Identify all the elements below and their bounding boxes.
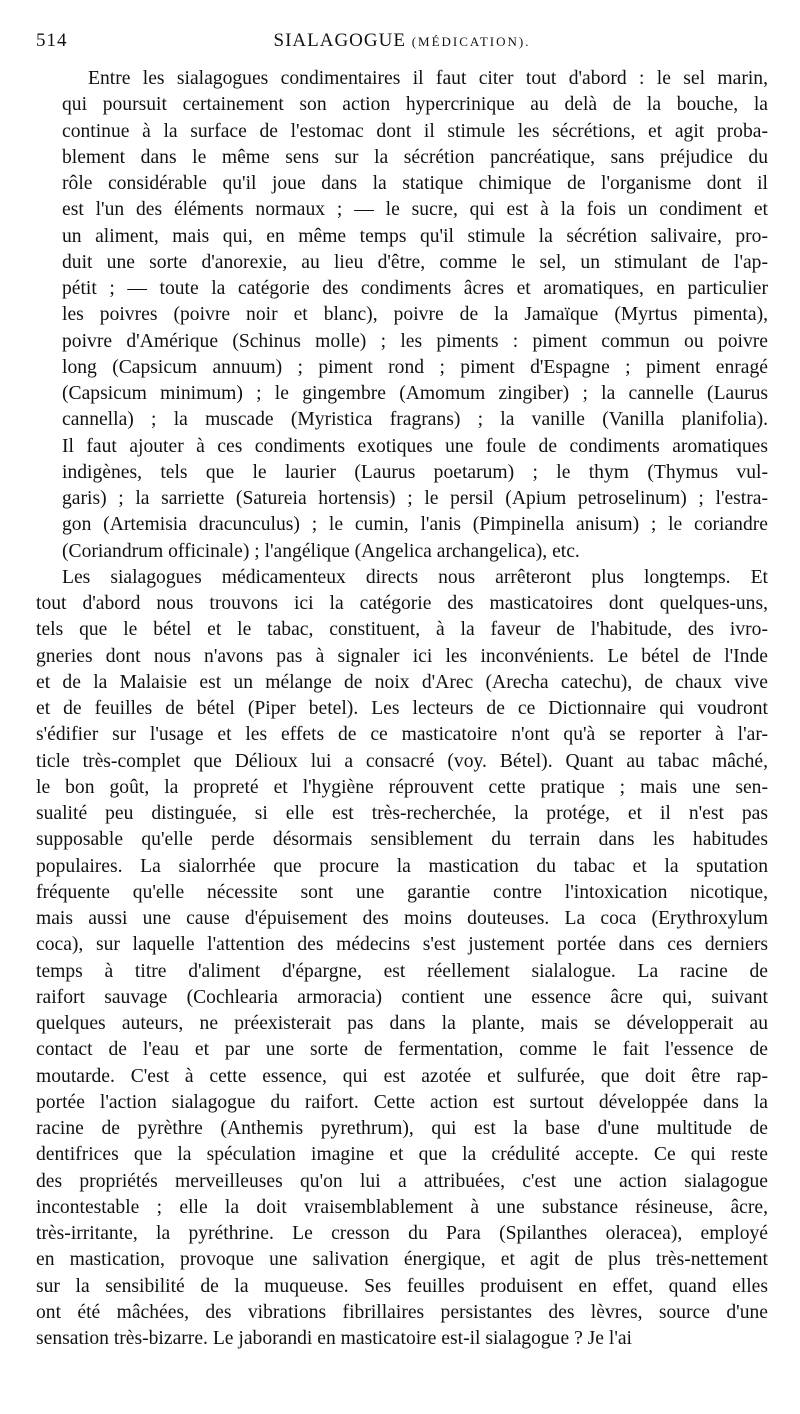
text-line: moutarde. C'est à cette essence, qui est azotée et sulfurée, que doit être rap- bbox=[36, 1065, 768, 1087]
text-line: duit une sorte d'anorexie, au lieu d'être, comme le sel, un stimulant de l'ap- bbox=[62, 251, 768, 273]
text-line: les poivres (poivre noir et blanc), poivre de la Jamaïque (Myrtus pimenta), bbox=[62, 304, 768, 326]
text-line: Il faut ajouter à ces condiments exotiques une foule de condiments aromatiques bbox=[62, 435, 768, 457]
text-line: quelques auteurs, ne préexisterait pas dans la plante, mais se développerait au bbox=[36, 1013, 768, 1034]
page-number: 514 bbox=[36, 30, 68, 51]
text-line: temps à titre d'aliment d'épargne, est réellement sialalogue. La racine de bbox=[36, 960, 768, 982]
text-line: et de la Malaisie est un mélange de noix d'Arec (Arecha catechu), de chaux vive bbox=[36, 671, 768, 693]
text-line: un aliment, mais qui, en même temps qu'il stimule la sécrétion salivaire, pro- bbox=[62, 225, 768, 247]
text-line: Entre les sialagogues condimentaires il faut citer tout d'abord : le sel marin, bbox=[88, 68, 768, 89]
text-line: très-irritante, la pyréthrine. Le cresson du Para (Spilanthes oleracea), employé bbox=[36, 1223, 768, 1244]
text-line: en mastication, provoque une salivation énergique, et agit de plus très-nettement bbox=[36, 1249, 768, 1271]
text-line: blement dans le même sens sur la sécrétion pancréatique, sans préjudice du bbox=[62, 146, 768, 168]
text-line: (Coriandrum officinale) ; l'angélique (Angelica archangelica), etc. bbox=[62, 540, 580, 562]
text-line: long (Capsicum annuum) ; piment rond ; piment d'Espagne ; piment enragé bbox=[62, 356, 768, 378]
text-line: indigènes, tels que le laurier (Laurus poetarum) ; le thym (Thymus vul- bbox=[62, 461, 768, 483]
text-line: racine de pyrèthre (Anthemis pyrethrum), qui est la base d'une multitude de bbox=[36, 1118, 768, 1139]
text-line: garis) ; la sarriette (Satureia hortensis) ; le persil (Apium petroselinum) ; l'estra- bbox=[62, 488, 768, 509]
text-line: contact de l'eau et par une sorte de fermentation, comme le fait l'essence de bbox=[36, 1039, 768, 1061]
text-line: ticle très-complet que Délioux lui a consacré (voy. Bétel). Quant au tabac mâché, bbox=[36, 750, 768, 772]
text-line: mais aussi une cause d'épuisement des moins douteuses. La coca (Erythroxylum bbox=[36, 908, 768, 929]
text-line: continue à la surface de l'estomac dont il stimule les sécrétions, et agit proba- bbox=[62, 120, 768, 142]
text-line: dentifrices que la spéculation imagine et que la crédulité accepte. Ce qui reste bbox=[36, 1144, 768, 1166]
running-head bbox=[36, 30, 768, 52]
text-line: sualité peu distinguée, si elle est très-recherchée, la protége, et il n'est pas bbox=[36, 803, 768, 824]
text-line: tout d'abord nous trouvons ici la catégorie des masticatoires dont quelques-uns, bbox=[36, 593, 768, 614]
page-header bbox=[36, 28, 768, 54]
text-line: (Capsicum minimum) ; le gingembre (Amomum zingiber) ; la cannelle (Laurus bbox=[62, 383, 768, 404]
text-line: gon (Artemisia dracunculus) ; le cumin, l'anis (Pimpinella anisum) ; le coriandre bbox=[62, 514, 768, 536]
text-line: est l'un des éléments normaux ; — le sucre, qui est à la fois un condiment et bbox=[62, 199, 768, 221]
paragraph-condimentaires bbox=[36, 66, 768, 565]
text-line: des propriétés merveilleuses qu'on lui a attribuées, c'est une action sialagogue bbox=[36, 1170, 768, 1192]
text-line: Les sialagogues médicamenteux directs nous arrêteront plus longtemps. Et bbox=[62, 566, 768, 588]
text-line: raifort sauvage (Cochlearia armoracia) contient une essence âcre qui, suivant bbox=[36, 986, 768, 1008]
paragraph-medicamenteux bbox=[36, 565, 768, 1353]
text-line: et de feuilles de bétel (Piper betel). Les lecteurs de ce Dictionnaire qui voudront bbox=[36, 698, 768, 719]
text-line: gneries dont nous n'avons pas à signaler ici les inconvénients. Le bétel de l'Inde bbox=[36, 645, 768, 667]
text-line: sensation très-bizarre. Le jaborandi en masticatoire est-il sialagogue ? Je l'ai bbox=[36, 1328, 633, 1349]
text-line: supposable qu'elle perde désormais sensiblement du terrain dans les habitudes bbox=[36, 829, 768, 851]
body-text bbox=[36, 66, 768, 1352]
running-head-subtitle: (MÉDICATION). bbox=[411, 34, 531, 49]
text-line: le bon goût, la propreté et l'hygiène réprouvent cette pratique ; mais une sen- bbox=[36, 776, 768, 798]
text-line: poivre d'Amérique (Schinus molle) ; les piments : piment commun ou poivre bbox=[62, 330, 768, 352]
text-line: sur la sensibilité de la muqueuse. Ses feuilles produisent en effet, quand elles bbox=[36, 1275, 768, 1297]
text-line: rôle considérable qu'il joue dans la statique chimique de l'organisme dont il bbox=[62, 173, 768, 194]
text-line: incontestable ; elle la doit vraisemblablement à une substance résineuse, âcre, bbox=[36, 1196, 768, 1218]
text-line: ont été mâchées, des vibrations fibrillaires persistantes des lèvres, source d'une bbox=[36, 1301, 768, 1323]
text-line: s'édifier sur l'usage et les effets de ce masticatoire n'ont qu'à se reporter à l'ar- bbox=[36, 724, 768, 746]
text-line: fréquente qu'elle nécessite sont une garantie contre l'intoxication nicotique, bbox=[36, 881, 768, 903]
text-line: cannella) ; la muscade (Myristica fragrans) ; la vanille (Vanilla planifolia). bbox=[62, 409, 768, 431]
text-line: pétit ; — toute la catégorie des condiments âcres et aromatiques, en particulier bbox=[62, 278, 768, 299]
text-line: coca), sur laquelle l'attention des médecins s'est justement portée dans ces derniers bbox=[36, 934, 768, 956]
text-line: portée l'action sialagogue du raifort. Cette action est surtout développée dans la bbox=[36, 1091, 768, 1113]
running-head-title: SIALAGOGUE bbox=[273, 30, 406, 51]
text-line: tels que le bétel et le tabac, constituent, à la faveur de l'habitude, des ivro- bbox=[36, 619, 768, 641]
text-line: populaires. La sialorrhée que procure la mastication du tabac et la sputation bbox=[36, 855, 768, 877]
text-line: qui poursuit certainement son action hypercrinique au delà de la bouche, la bbox=[62, 94, 768, 116]
